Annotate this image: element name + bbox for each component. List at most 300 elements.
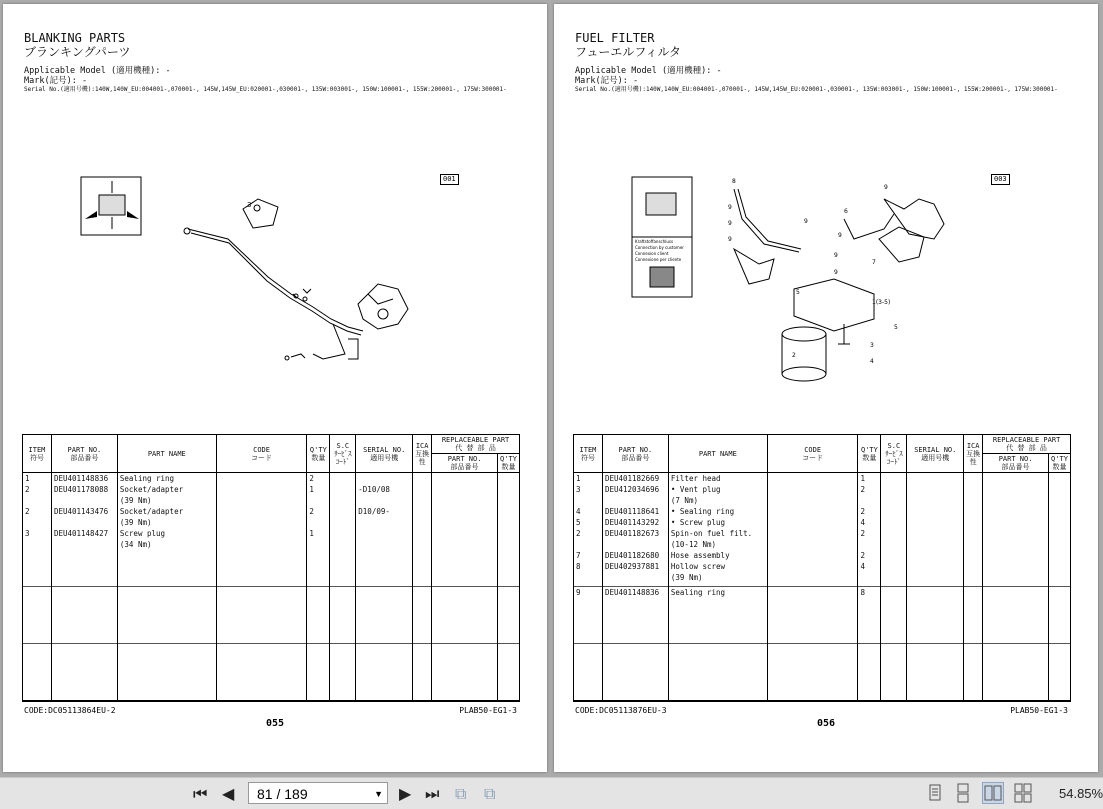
code-cell	[216, 517, 307, 528]
blank-cell	[602, 598, 668, 644]
table-row	[574, 473, 1071, 485]
ica-cell	[413, 506, 432, 517]
part-name-cell: (7 Nm)	[668, 495, 767, 506]
fuel-line-drawing	[184, 199, 408, 360]
blank-cell	[1048, 644, 1070, 702]
table-row-blank	[23, 587, 520, 644]
blank-cell	[356, 550, 413, 587]
rep-qty-cell	[1048, 528, 1070, 539]
blank-cell	[964, 598, 983, 644]
part-no-cell: DEU401182680	[602, 550, 668, 561]
table-row	[23, 484, 520, 495]
serial-cell	[356, 495, 413, 506]
blank-cell	[907, 644, 964, 702]
parts-table-left-body	[23, 473, 520, 702]
svg-text:2: 2	[792, 352, 796, 359]
rep-part-no-cell	[983, 495, 1049, 506]
table-row	[23, 506, 520, 517]
part-no-cell: DEU412034696	[602, 484, 668, 495]
single-page-view-icon[interactable]	[924, 782, 946, 804]
item-cell	[574, 572, 603, 583]
blank-cell	[307, 644, 330, 702]
serial-cell	[356, 528, 413, 539]
blank-cell	[216, 587, 307, 644]
rotate-page-icon[interactable]: ⧉	[455, 784, 467, 803]
two-page-continuous-view-icon[interactable]	[1012, 782, 1034, 804]
previous-page-icon[interactable]: ◀	[222, 784, 235, 803]
qty-cell: 2	[307, 506, 330, 517]
part-name-cell: (39 Nm)	[117, 495, 216, 506]
rep-part-no-cell	[432, 484, 498, 495]
callouts	[728, 178, 898, 365]
code-footer: CODE:DC05113876EU-3	[575, 706, 667, 715]
page-title: FUEL FILTER	[575, 31, 655, 45]
page-number-input[interactable]	[248, 782, 388, 804]
reference-code: 003	[991, 174, 1010, 185]
col-part-name: PART NAME	[668, 435, 767, 473]
item-cell: 5	[574, 517, 603, 528]
ica-cell	[413, 539, 432, 550]
part-name-cell: Socket/adapter	[117, 506, 216, 517]
qty-cell	[307, 495, 330, 506]
svg-text:9: 9	[834, 252, 838, 259]
part-no-cell: DEU401143476	[51, 506, 117, 517]
page-number: 055	[265, 718, 285, 729]
col-ica: ICA 互換性	[413, 435, 432, 473]
rep-part-no-cell	[432, 495, 498, 506]
part-no-cell	[51, 517, 117, 528]
part-name-cell: Filter head	[668, 473, 767, 485]
part-no-cell: DEU401182669	[602, 473, 668, 485]
serial-cell	[907, 484, 964, 495]
ica-cell	[964, 572, 983, 583]
part-no-cell: DEU401148836	[51, 473, 117, 485]
code-cell	[216, 539, 307, 550]
ica-cell	[964, 495, 983, 506]
connection-text-en: Connection by customer	[635, 245, 684, 250]
blank-cell	[23, 550, 52, 587]
code-cell	[216, 495, 307, 506]
serial-cell	[907, 506, 964, 517]
mark-line: Mark(記号): -	[24, 76, 88, 86]
part-name-cell: Socket/adapter	[117, 484, 216, 495]
code-cell	[767, 550, 858, 561]
table-row	[23, 528, 520, 539]
ica-cell	[964, 550, 983, 561]
svg-text:7: 7	[872, 259, 876, 266]
applicable-model: Applicable Model (適用機種): -	[575, 66, 722, 76]
serial-line: Serial No.(適用号機):140W,140W_EU:004001-,070001-, 145W,145W_EU:020001-,030001-, 135W:003001-, 150W:100001-, 155W:200001-, 175W:300001-	[575, 86, 1058, 93]
blank-cell	[51, 644, 117, 702]
rep-part-no-cell	[432, 539, 498, 550]
sc-cell	[881, 484, 907, 495]
connection-text-it: Connexione per cliente	[635, 257, 682, 262]
table-row	[574, 506, 1071, 517]
qty-cell: 2	[307, 473, 330, 485]
code-cell	[767, 517, 858, 528]
table-row-blank	[574, 644, 1071, 702]
col-ica: ICA 互換性	[964, 435, 983, 473]
rep-part-no-cell	[432, 528, 498, 539]
svg-text:3: 3	[247, 201, 252, 209]
blank-cell	[668, 644, 767, 702]
rep-qty-cell	[1048, 539, 1070, 550]
col-serial: SERIAL NO. 適用号機	[907, 435, 964, 473]
code-cell	[216, 484, 307, 495]
rep-part-no-cell	[983, 561, 1049, 572]
part-no-cell: DEU401182673	[602, 528, 668, 539]
blank-cell	[23, 587, 52, 644]
code-cell	[216, 473, 307, 485]
blank-cell	[216, 550, 307, 587]
blank-cell	[858, 644, 881, 702]
part-no-cell	[51, 539, 117, 550]
page-subtitle-jp: ブランキングパーツ	[24, 45, 131, 59]
table-row-blank	[23, 550, 520, 587]
blank-cell	[964, 644, 983, 702]
item-cell: 1	[23, 473, 52, 485]
blanking-parts-diagram	[63, 159, 533, 399]
col-rep-part-no: PART NO. 部品番号	[983, 454, 1049, 473]
qty-cell: 8	[858, 587, 881, 599]
svg-text:5: 5	[894, 324, 898, 331]
code-cell	[767, 587, 858, 599]
sc-cell	[330, 539, 356, 550]
page-number: 056	[816, 718, 836, 729]
part-no-cell	[602, 539, 668, 550]
part-name-cell: Spin-on fuel filt.	[668, 528, 767, 539]
blank-cell	[668, 598, 767, 644]
sc-cell	[881, 572, 907, 583]
serial-cell	[907, 539, 964, 550]
svg-text:3: 3	[870, 342, 874, 349]
blank-cell	[51, 587, 117, 644]
rep-qty-cell	[1048, 587, 1070, 599]
rep-qty-cell	[497, 528, 519, 539]
blank-cell	[574, 598, 603, 644]
blank-cell	[23, 644, 52, 702]
rep-qty-cell	[1048, 506, 1070, 517]
rep-part-no-cell	[432, 506, 498, 517]
qty-cell	[858, 572, 881, 583]
table-row	[574, 561, 1071, 572]
continuous-view-icon[interactable]	[952, 782, 974, 804]
rep-part-no-cell	[983, 572, 1049, 583]
svg-text:9: 9	[884, 184, 888, 191]
part-no-cell	[51, 495, 117, 506]
qty-cell: 2	[858, 506, 881, 517]
mark-line: Mark(記号): -	[575, 76, 639, 86]
blank-cell	[413, 644, 432, 702]
blank-cell	[497, 644, 519, 702]
item-cell: 1	[574, 473, 603, 485]
sc-cell	[330, 506, 356, 517]
qty-cell: 1	[307, 528, 330, 539]
ica-cell	[413, 495, 432, 506]
blank-cell	[497, 550, 519, 587]
sc-cell	[881, 506, 907, 517]
blank-cell	[117, 644, 216, 702]
plab-footer: PLAB50-EG1-3	[459, 706, 517, 715]
svg-text:6: 6	[844, 208, 848, 215]
blank-cell	[117, 587, 216, 644]
plab-footer: PLAB50-EG1-3	[1010, 706, 1068, 715]
col-qty: Q'TY 数量	[858, 435, 881, 473]
blank-cell	[907, 598, 964, 644]
connection-text-de: Kraftstoffanschluss	[635, 239, 674, 244]
table-row	[23, 473, 520, 485]
rep-qty-cell	[1048, 495, 1070, 506]
sc-cell	[881, 587, 907, 599]
part-name-cell: (39 Nm)	[668, 572, 767, 583]
blank-cell	[356, 644, 413, 702]
col-item: ITEM 符号	[574, 435, 603, 473]
svg-text:9: 9	[804, 218, 808, 225]
sc-cell	[881, 539, 907, 550]
table-row-blank	[23, 644, 520, 702]
serial-cell	[907, 561, 964, 572]
serial-cell	[907, 517, 964, 528]
table-row	[574, 550, 1071, 561]
col-code: CODE コード	[767, 435, 858, 473]
svg-text:9: 9	[728, 220, 732, 227]
part-name-cell: Hollow screw	[668, 561, 767, 572]
serial-cell	[907, 528, 964, 539]
sc-cell	[330, 473, 356, 485]
fuel-filter-drawing	[734, 189, 944, 381]
col-item: ITEM 符号	[23, 435, 52, 473]
part-no-cell: DEU401148427	[51, 528, 117, 539]
page-subtitle-jp: フューエルフィルタ	[575, 45, 681, 59]
blank-cell	[881, 598, 907, 644]
blank-cell	[574, 644, 603, 702]
serial-cell	[907, 572, 964, 583]
next-page-icon[interactable]: ▶	[399, 784, 412, 803]
qty-cell: 2	[858, 484, 881, 495]
last-page-icon[interactable]: ⏭	[425, 784, 440, 803]
blank-cell	[881, 644, 907, 702]
rep-qty-cell	[1048, 561, 1070, 572]
applicable-model: Applicable Model (適用機種): -	[24, 66, 171, 76]
blank-cell	[602, 644, 668, 702]
blank-cell	[413, 550, 432, 587]
blank-cell	[413, 587, 432, 644]
first-page-icon[interactable]: ⏮	[193, 784, 208, 803]
qty-cell	[858, 495, 881, 506]
part-name-cell: • Sealing ring	[668, 506, 767, 517]
col-sc: S.C ｻｰﾋﾞｽ ｺｰﾄﾞ	[881, 435, 907, 473]
col-qty: Q'TY 数量	[307, 435, 330, 473]
svg-text:9: 9	[838, 232, 842, 239]
page-title: BLANKING PARTS	[24, 31, 126, 45]
blank-cell	[330, 644, 356, 702]
part-name-cell: • Screw plug	[668, 517, 767, 528]
col-code: CODE コード	[216, 435, 307, 473]
svg-text:8: 8	[732, 178, 736, 185]
blank-cell	[117, 550, 216, 587]
code-cell	[767, 539, 858, 550]
svg-text:5: 5	[796, 289, 800, 296]
sc-cell	[330, 495, 356, 506]
part-no-cell	[602, 572, 668, 583]
sc-cell	[330, 517, 356, 528]
svg-text:4: 4	[870, 358, 874, 365]
serial-cell	[907, 495, 964, 506]
rep-part-no-cell	[432, 473, 498, 485]
col-rep-part-no: PART NO. 部品番号	[432, 454, 498, 473]
part-no-cell: DEU401178088	[51, 484, 117, 495]
item-cell: 3	[574, 484, 603, 495]
col-rep-qty: Q'TY 数量	[497, 454, 519, 473]
part-name-cell: Sealing ring	[668, 587, 767, 599]
table-row	[23, 495, 520, 506]
viewer-toolbar	[0, 777, 1103, 809]
part-name-cell: (39 Nm)	[117, 517, 216, 528]
sc-cell	[881, 561, 907, 572]
blank-cell	[432, 644, 498, 702]
ica-cell	[964, 517, 983, 528]
ica-cell	[413, 473, 432, 485]
table-row	[574, 587, 1071, 599]
serial-cell	[907, 587, 964, 599]
rep-qty-cell	[1048, 473, 1070, 485]
connection-box	[632, 177, 692, 297]
blank-cell	[432, 587, 498, 644]
part-no-cell: DEU402937881	[602, 561, 668, 572]
qty-cell	[858, 539, 881, 550]
zoom-level[interactable]: 54.85%	[1059, 786, 1103, 801]
orientation-box	[81, 177, 141, 235]
ica-cell	[964, 528, 983, 539]
blank-cell	[307, 550, 330, 587]
table-row	[574, 495, 1071, 506]
code-cell	[216, 506, 307, 517]
copy-page-icon[interactable]: ⧉	[484, 784, 496, 803]
code-cell	[767, 506, 858, 517]
part-name-cell: (10-12 Nm)	[668, 539, 767, 550]
document-page-right	[554, 4, 1098, 772]
serial-cell	[907, 473, 964, 485]
serial-cell	[356, 517, 413, 528]
blank-cell	[767, 644, 858, 702]
item-cell	[574, 495, 603, 506]
part-name-cell: Hose assembly	[668, 550, 767, 561]
sc-cell	[881, 495, 907, 506]
rep-part-no-cell	[983, 539, 1049, 550]
fuel-filter-diagram	[614, 159, 1084, 399]
code-footer: CODE:DC05113864EU-2	[24, 706, 116, 715]
serial-line: Serial No.(適用号機):140W,140W_EU:004001-,070001-, 145W,145W_EU:020001-,030001-, 135W:003001-, 150W:100001-, 155W:200001-, 175W:300001-	[24, 86, 507, 93]
chevron-down-icon[interactable]: ▼	[374, 789, 383, 799]
part-no-cell	[602, 495, 668, 506]
col-part-no: PART NO. 部品番号	[602, 435, 668, 473]
page-number-value: 81 / 189	[257, 786, 308, 802]
code-cell	[216, 528, 307, 539]
col-replaceable: REPLACEABLE PART 代 替 部 品	[983, 435, 1071, 454]
rep-part-no-cell	[983, 587, 1049, 599]
ica-cell	[964, 587, 983, 599]
parts-table-right	[573, 434, 1071, 702]
ica-cell	[413, 484, 432, 495]
item-cell: 8	[574, 561, 603, 572]
blank-cell	[858, 598, 881, 644]
callout-3	[247, 201, 251, 209]
rep-qty-cell	[497, 473, 519, 485]
table-row	[23, 517, 520, 528]
part-name-cell: Screw plug	[117, 528, 216, 539]
code-cell	[767, 528, 858, 539]
rep-qty-cell	[497, 539, 519, 550]
rep-qty-cell	[497, 517, 519, 528]
item-cell: 3	[23, 528, 52, 539]
connection-text-fr: Connexion client	[635, 251, 669, 256]
item-cell: 7	[574, 550, 603, 561]
rep-part-no-cell	[983, 506, 1049, 517]
part-name-cell: Sealing ring	[117, 473, 216, 485]
blank-cell	[432, 550, 498, 587]
blank-cell	[983, 644, 1049, 702]
blank-cell	[983, 598, 1049, 644]
qty-cell: 4	[858, 561, 881, 572]
item-cell	[23, 539, 52, 550]
qty-cell	[307, 539, 330, 550]
qty-cell: 1	[307, 484, 330, 495]
qty-cell	[307, 517, 330, 528]
sc-cell	[330, 484, 356, 495]
code-cell	[767, 495, 858, 506]
item-cell: 2	[574, 528, 603, 539]
ica-cell	[964, 561, 983, 572]
col-sc: S.C ｻｰﾋﾞｽ ｺｰﾄﾞ	[330, 435, 356, 473]
table-row	[574, 528, 1071, 539]
sc-cell	[881, 550, 907, 561]
sc-cell	[881, 473, 907, 485]
qty-cell: 2	[858, 550, 881, 561]
ica-cell	[964, 484, 983, 495]
rep-part-no-cell	[983, 517, 1049, 528]
sc-cell	[881, 517, 907, 528]
qty-cell: 4	[858, 517, 881, 528]
rep-part-no-cell	[432, 517, 498, 528]
rep-qty-cell	[497, 506, 519, 517]
two-page-view-icon[interactable]	[982, 782, 1004, 804]
code-cell	[767, 572, 858, 583]
item-cell	[574, 539, 603, 550]
blank-cell	[356, 587, 413, 644]
rep-qty-cell	[1048, 550, 1070, 561]
ica-cell	[964, 539, 983, 550]
col-serial: SERIAL NO. 適用号機	[356, 435, 413, 473]
serial-cell: -D10/08	[356, 484, 413, 495]
blank-cell	[330, 587, 356, 644]
col-part-name: PART NAME	[117, 435, 216, 473]
svg-text:9: 9	[728, 236, 732, 243]
col-rep-qty: Q'TY 数量	[1048, 454, 1070, 473]
serial-cell: D10/09-	[356, 506, 413, 517]
part-no-cell: DEU401143292	[602, 517, 668, 528]
table-row	[574, 517, 1071, 528]
item-cell	[23, 517, 52, 528]
table-row	[574, 539, 1071, 550]
col-part-no: PART NO. 部品番号	[51, 435, 117, 473]
blank-cell	[216, 644, 307, 702]
part-no-cell: DEU401148836	[602, 587, 668, 599]
blank-cell	[330, 550, 356, 587]
table-row	[574, 572, 1071, 583]
rep-qty-cell	[1048, 484, 1070, 495]
ica-cell	[964, 506, 983, 517]
code-cell	[767, 473, 858, 485]
